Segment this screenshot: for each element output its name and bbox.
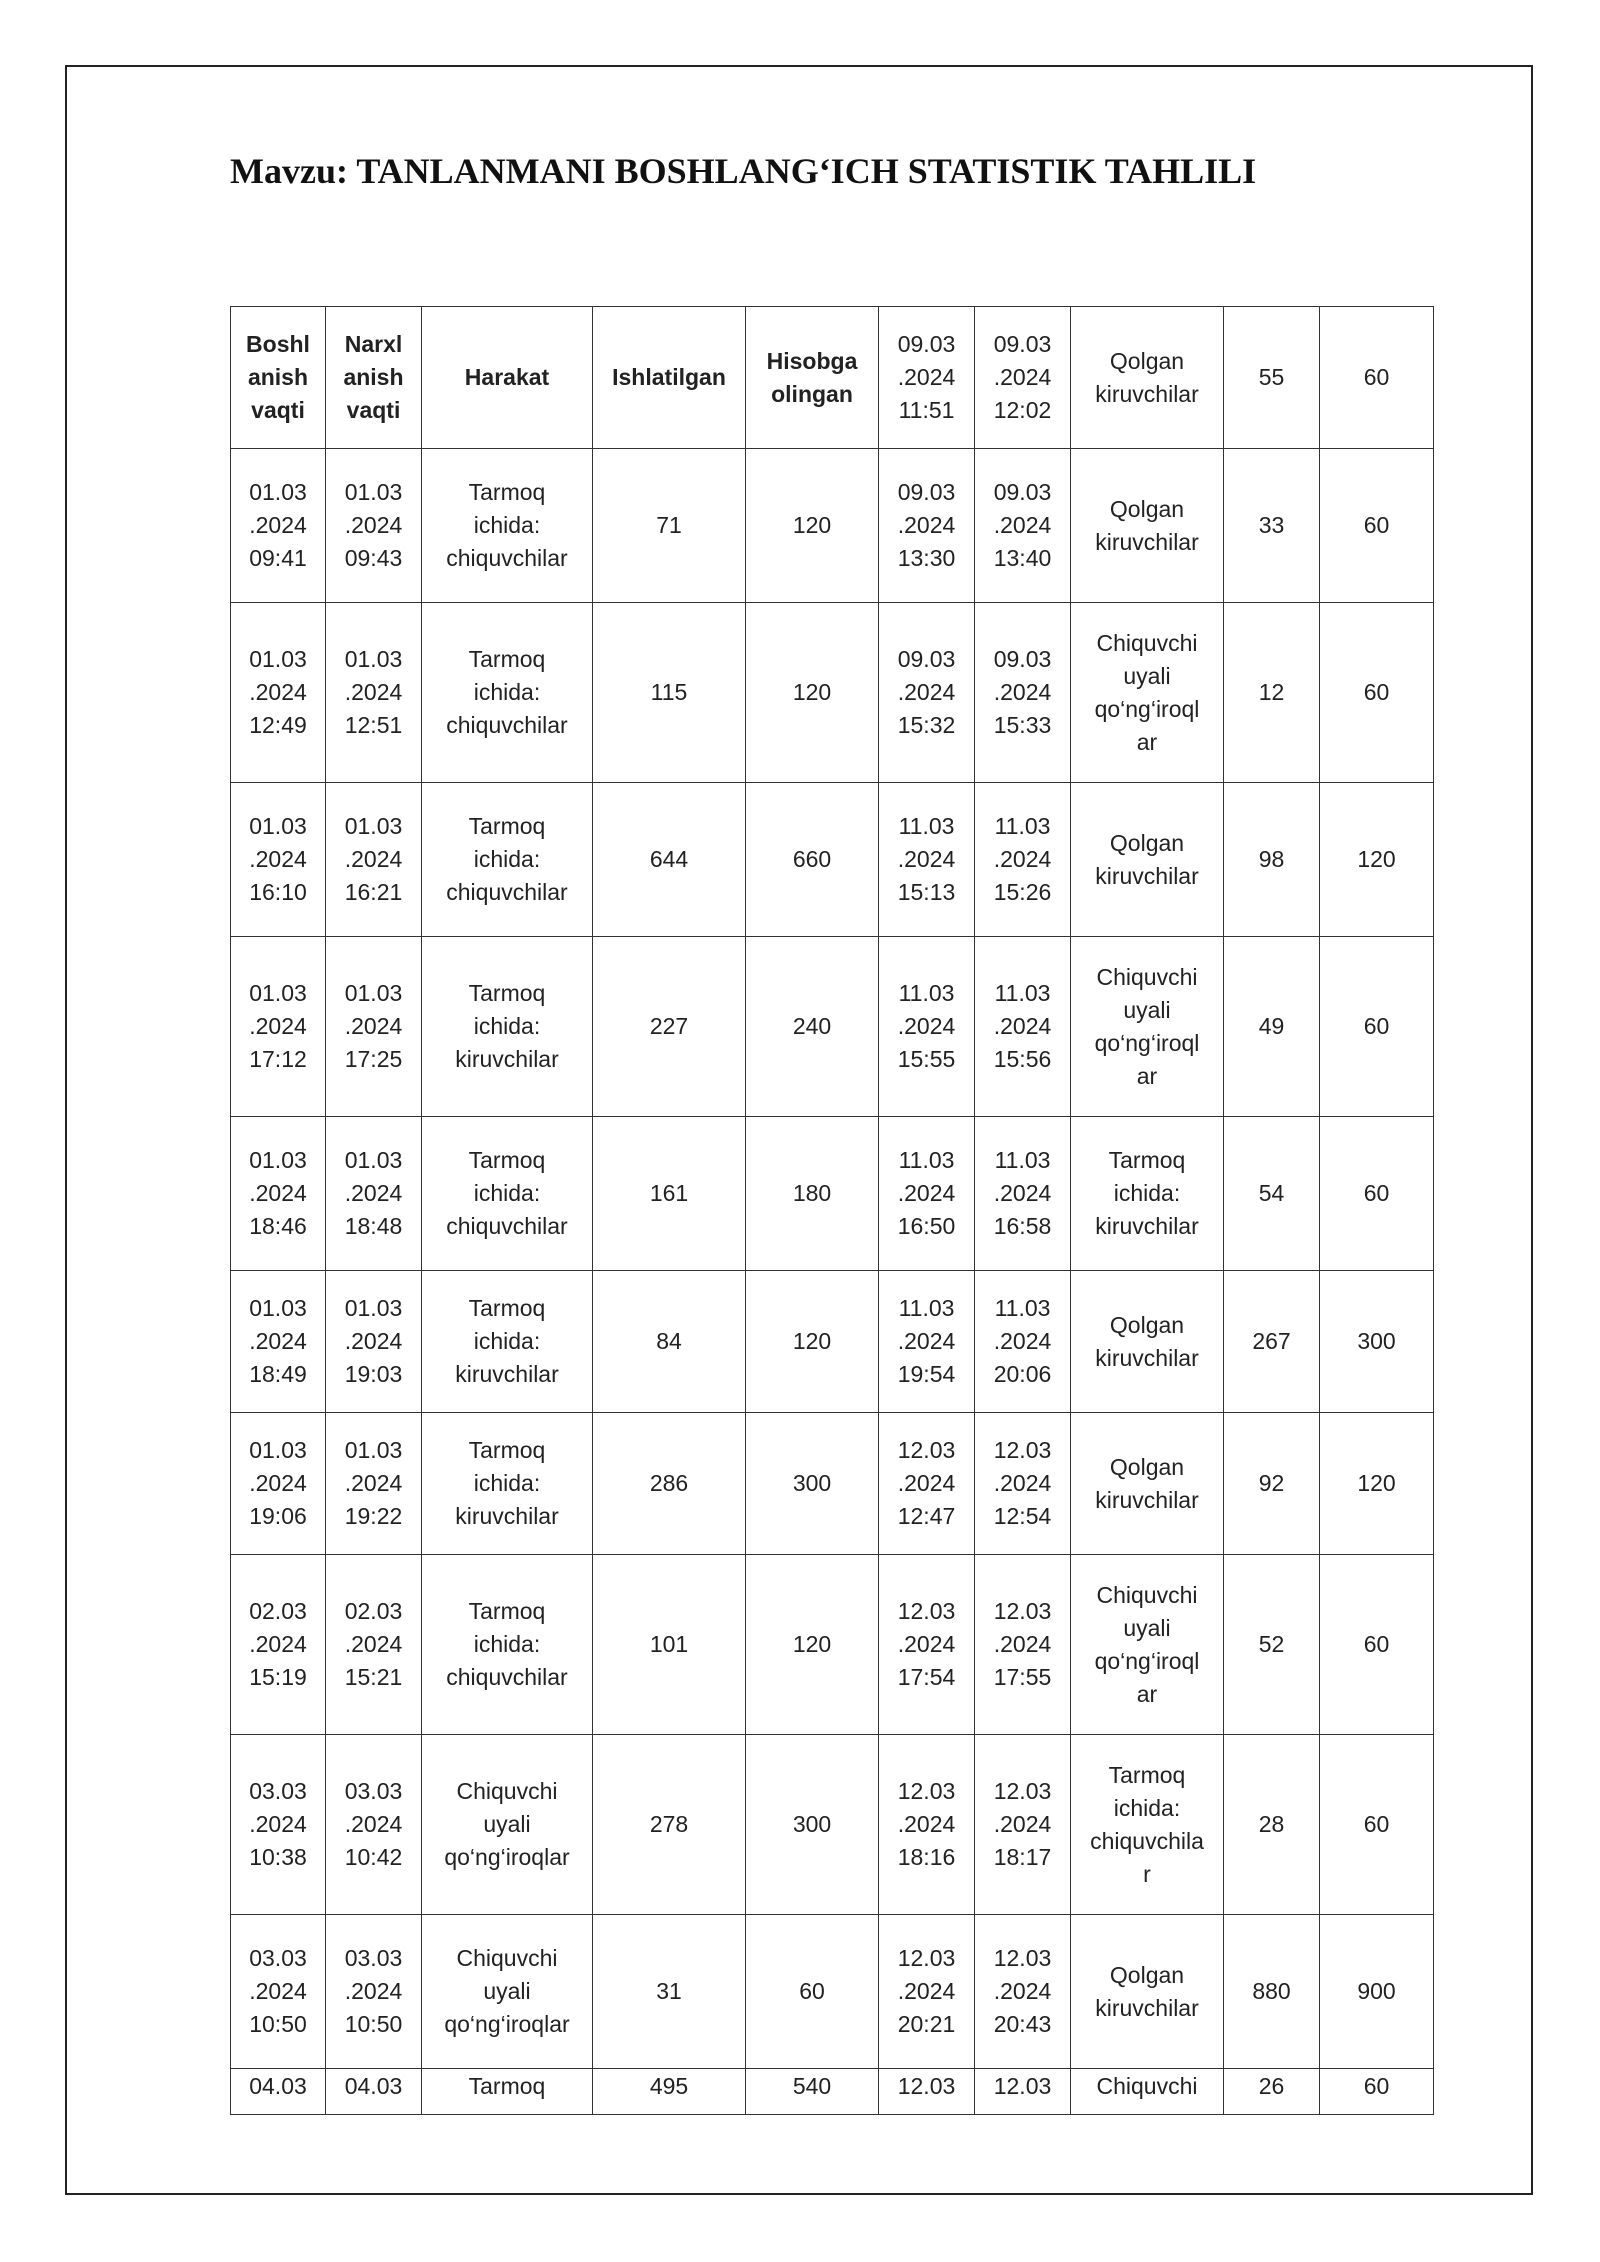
table-cell: 660: [746, 783, 879, 937]
table-cell: Tarmoq ichida: chiquvchilar: [422, 1117, 593, 1271]
table-cell: 300: [1320, 1271, 1434, 1413]
table-cell: 120: [746, 603, 879, 783]
table-cell: 01.03 .2024 19:22: [326, 1413, 422, 1555]
table-cell: 11.03 .2024 15:13: [879, 783, 975, 937]
table-cell: Chiquvchi uyali qo‘ng‘iroql ar: [1071, 1555, 1224, 1735]
table-row: [231, 1735, 1434, 1915]
table-cell: Tarmoq ichida: kiruvchilar: [422, 937, 593, 1117]
table-cell: Qolgan kiruvchilar: [1071, 783, 1224, 937]
table-body: [231, 307, 1434, 2115]
table-cell: 180: [746, 1117, 879, 1271]
table-cell: 12.03: [975, 2069, 1071, 2115]
table-cell: 55: [1224, 307, 1320, 449]
table-cell: 60: [1320, 1555, 1434, 1735]
table-cell: Chiquvchi uyali qo‘ng‘iroqlar: [422, 1915, 593, 2069]
table-cell: 02.03 .2024 15:19: [231, 1555, 326, 1735]
table-row: [231, 2069, 1434, 2115]
table-row: [231, 1117, 1434, 1271]
table-cell: 12: [1224, 603, 1320, 783]
table-cell: 300: [746, 1413, 879, 1555]
table-cell: Qolgan kiruvchilar: [1071, 1271, 1224, 1413]
table-cell: 12.03 .2024 18:17: [975, 1735, 1071, 1915]
table-cell: 120: [1320, 783, 1434, 937]
header-cell-pricing-time: Narxl anish vaqti: [326, 307, 422, 449]
table-cell: 12.03 .2024 12:54: [975, 1413, 1071, 1555]
table-cell: Qolgan kiruvchilar: [1071, 307, 1224, 449]
table-cell: 52: [1224, 1555, 1320, 1735]
table-header-row: [231, 307, 1434, 449]
table-cell: Chiquvchi uyali qo‘ng‘iroql ar: [1071, 603, 1224, 783]
table-cell: 01.03 .2024 16:21: [326, 783, 422, 937]
table-row: [231, 937, 1434, 1117]
table-row: [231, 1271, 1434, 1413]
table-cell: 01.03 .2024 12:51: [326, 603, 422, 783]
table-cell: 71: [593, 449, 746, 603]
table-cell: 101: [593, 1555, 746, 1735]
header-cell-action: Harakat: [422, 307, 593, 449]
table-cell: 12.03 .2024 12:47: [879, 1413, 975, 1555]
table-cell: 26: [1224, 2069, 1320, 2115]
table-row: [231, 1555, 1434, 1735]
table-cell: 01.03 .2024 18:49: [231, 1271, 326, 1413]
table-cell: 11.03 .2024 16:50: [879, 1117, 975, 1271]
table-cell: 01.03 .2024 09:43: [326, 449, 422, 603]
table-cell: 92: [1224, 1413, 1320, 1555]
table-cell: Tarmoq ichida: kiruvchilar: [422, 1271, 593, 1413]
table-cell: 01.03 .2024 17:12: [231, 937, 326, 1117]
table-cell: Tarmoq ichida: chiquvchilar: [422, 783, 593, 937]
table-cell: 03.03 .2024 10:50: [231, 1915, 326, 2069]
table-cell: 12.03 .2024 20:43: [975, 1915, 1071, 2069]
table-cell: Tarmoq: [422, 2069, 593, 2115]
table-cell: 01.03 .2024 18:48: [326, 1117, 422, 1271]
table-cell: 01.03 .2024 17:25: [326, 937, 422, 1117]
table-cell: 31: [593, 1915, 746, 2069]
table-cell: 540: [746, 2069, 879, 2115]
table-cell: 60: [746, 1915, 879, 2069]
table-cell: 01.03 .2024 09:41: [231, 449, 326, 603]
table-cell: 09.03 .2024 15:33: [975, 603, 1071, 783]
table-cell: 01.03 .2024 19:03: [326, 1271, 422, 1413]
table-cell: 60: [1320, 1735, 1434, 1915]
table-row: [231, 1915, 1434, 2069]
table-cell: 04.03: [326, 2069, 422, 2115]
table-cell: 28: [1224, 1735, 1320, 1915]
table-cell: 115: [593, 603, 746, 783]
table-cell: 278: [593, 1735, 746, 1915]
table-cell: 01.03 .2024 19:06: [231, 1413, 326, 1555]
table-cell: 04.03: [231, 2069, 326, 2115]
table-cell: 02.03 .2024 15:21: [326, 1555, 422, 1735]
table-cell: 12.03: [879, 2069, 975, 2115]
table-row: [231, 603, 1434, 783]
table-cell: 33: [1224, 449, 1320, 603]
table-cell: Chiquvchi: [1071, 2069, 1224, 2115]
table-cell: 880: [1224, 1915, 1320, 2069]
data-table: [230, 306, 1434, 2115]
table-cell: 120: [746, 1555, 879, 1735]
table-cell: 60: [1320, 1117, 1434, 1271]
table-cell: 240: [746, 937, 879, 1117]
table-cell: 495: [593, 2069, 746, 2115]
table-cell: 60: [1320, 307, 1434, 449]
table-cell: 120: [746, 1271, 879, 1413]
table-cell: Tarmoq ichida: chiquvchilar: [422, 603, 593, 783]
table-cell: 227: [593, 937, 746, 1117]
table-cell: 11.03 .2024 15:26: [975, 783, 1071, 937]
table-cell: 644: [593, 783, 746, 937]
header-cell-start-time: Boshl anish vaqti: [231, 307, 326, 449]
table-cell: Qolgan kiruvchilar: [1071, 449, 1224, 603]
table-cell: Tarmoq ichida: chiquvchilar: [422, 1555, 593, 1735]
table-cell: 98: [1224, 783, 1320, 937]
table-cell: 03.03 .2024 10:38: [231, 1735, 326, 1915]
table-cell: 161: [593, 1117, 746, 1271]
table-cell: 09.03 .2024 11:51: [879, 307, 975, 449]
table-cell: 09.03 .2024 15:32: [879, 603, 975, 783]
table-cell: 12.03 .2024 17:54: [879, 1555, 975, 1735]
table-cell: 286: [593, 1413, 746, 1555]
table-cell: Qolgan kiruvchilar: [1071, 1413, 1224, 1555]
table-cell: 12.03 .2024 18:16: [879, 1735, 975, 1915]
table-cell: 03.03 .2024 10:50: [326, 1915, 422, 2069]
table-cell: 11.03 .2024 20:06: [975, 1271, 1071, 1413]
table-cell: Tarmoq ichida: chiquvchila r: [1071, 1735, 1224, 1915]
table-cell: 09.03 .2024 12:02: [975, 307, 1071, 449]
table-cell: 01.03 .2024 18:46: [231, 1117, 326, 1271]
table-cell: 12.03 .2024 17:55: [975, 1555, 1071, 1735]
table-cell: 03.03 .2024 10:42: [326, 1735, 422, 1915]
table-cell: 60: [1320, 937, 1434, 1117]
table-cell: Chiquvchi uyali qo‘ng‘iroql ar: [1071, 937, 1224, 1117]
header-cell-billed: Hisobga olingan: [746, 307, 879, 449]
table-row: [231, 449, 1434, 603]
table-row: [231, 1413, 1434, 1555]
table-cell: 11.03 .2024 19:54: [879, 1271, 975, 1413]
table-cell: 49: [1224, 937, 1320, 1117]
table-cell: Tarmoq ichida: kiruvchilar: [422, 1413, 593, 1555]
header-cell-used: Ishlatilgan: [593, 307, 746, 449]
table-cell: 01.03 .2024 16:10: [231, 783, 326, 937]
table-cell: 120: [746, 449, 879, 603]
table-cell: 60: [1320, 449, 1434, 603]
page-title: Mavzu: TANLANMANI BOSHLANG‘ICH STATISTIK TAHLILI: [230, 151, 1257, 191]
table-row: [231, 783, 1434, 937]
table-cell: 12.03 .2024 20:21: [879, 1915, 975, 2069]
table-cell: 11.03 .2024 16:58: [975, 1117, 1071, 1271]
table-cell: 09.03 .2024 13:30: [879, 449, 975, 603]
table-cell: 60: [1320, 2069, 1434, 2115]
table-cell: 11.03 .2024 15:56: [975, 937, 1071, 1117]
table-cell: 01.03 .2024 12:49: [231, 603, 326, 783]
table-cell: 900: [1320, 1915, 1434, 2069]
table-cell: 60: [1320, 603, 1434, 783]
table-cell: 84: [593, 1271, 746, 1413]
table-cell: 54: [1224, 1117, 1320, 1271]
table-cell: 120: [1320, 1413, 1434, 1555]
table-cell: 267: [1224, 1271, 1320, 1413]
table-cell: 09.03 .2024 13:40: [975, 449, 1071, 603]
table-cell: 11.03 .2024 15:55: [879, 937, 975, 1117]
table-cell: 300: [746, 1735, 879, 1915]
table-cell: Tarmoq ichida: kiruvchilar: [1071, 1117, 1224, 1271]
table-cell: Tarmoq ichida: chiquvchilar: [422, 449, 593, 603]
table-cell: Qolgan kiruvchilar: [1071, 1915, 1224, 2069]
table-cell: Chiquvchi uyali qo‘ng‘iroqlar: [422, 1735, 593, 1915]
